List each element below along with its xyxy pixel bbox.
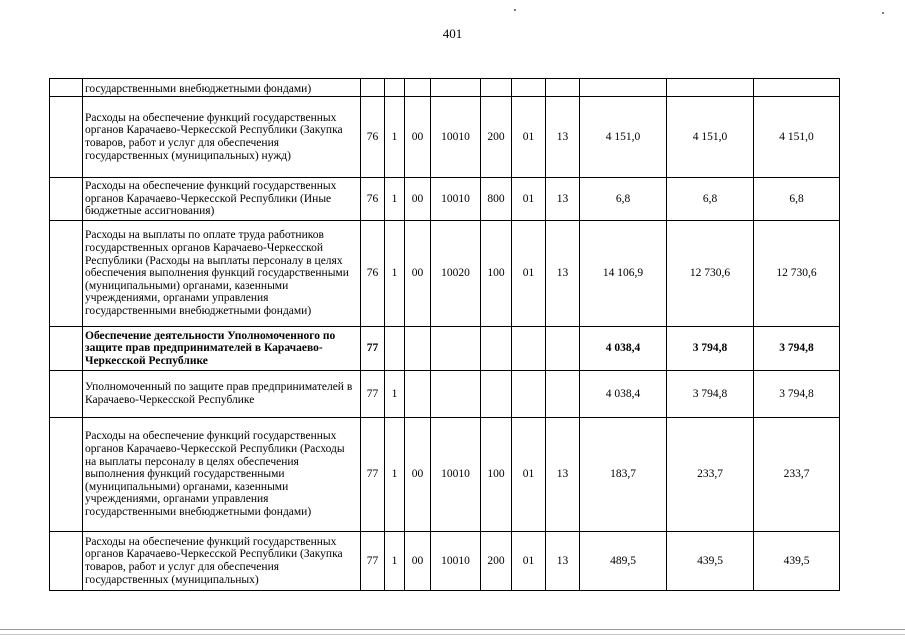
- amount-year2-cell: 3 794,8: [667, 327, 754, 371]
- podrazdel-cell: 00: [405, 532, 431, 591]
- podrazdel-code-cell: 13: [546, 97, 580, 178]
- table-row: [50, 178, 840, 221]
- podrazdel-cell: 00: [405, 418, 431, 532]
- amount-year3-cell: [754, 79, 840, 97]
- amount-year1-cell: 4 151,0: [580, 97, 667, 178]
- row-blank-cell: [50, 418, 83, 532]
- podrazdel-cell: 00: [405, 221, 431, 327]
- razdel-cell: 1: [385, 178, 405, 221]
- razdel-code-cell: [512, 371, 546, 418]
- glava-cell: 76: [361, 221, 385, 327]
- podrazdel-code-cell: 13: [546, 178, 580, 221]
- glava-cell: 77: [361, 371, 385, 418]
- glava-cell: [361, 79, 385, 97]
- statya-cell: [431, 371, 481, 418]
- vid-rashodov-cell: [481, 79, 512, 97]
- razdel-cell: 1: [385, 418, 405, 532]
- podrazdel-code-cell: [546, 371, 580, 418]
- razdel-cell: 1: [385, 532, 405, 591]
- podrazdel-cell: [405, 327, 431, 371]
- expense-name-cell: Расходы на обеспечение функций государственных органов Карачаево-Черкесской Республики (Иные бюджетные ассигнования): [83, 178, 361, 221]
- row-blank-cell: [50, 371, 83, 418]
- razdel-cell: 1: [385, 371, 405, 418]
- vid-rashodov-cell: 100: [481, 221, 512, 327]
- expense-name-cell: Расходы на обеспечение функций государственных органов Карачаево-Черкесской Республики (Закупка товаров, работ и услуг для обеспечения государственных (муниципальных) нужд): [83, 97, 361, 178]
- scan-edge-line: [0, 629, 905, 630]
- podrazdel-code-cell: 13: [546, 418, 580, 532]
- glava-cell: 77: [361, 418, 385, 532]
- vid-rashodov-cell: 200: [481, 97, 512, 178]
- statya-cell: 10010: [431, 418, 481, 532]
- amount-year3-cell: 233,7: [754, 418, 840, 532]
- statya-cell: 10010: [431, 178, 481, 221]
- row-blank-cell: [50, 97, 83, 178]
- razdel-code-cell: 01: [512, 418, 546, 532]
- table-row: [50, 79, 840, 97]
- amount-year3-cell: 4 151,0: [754, 97, 840, 178]
- statya-cell: [431, 327, 481, 371]
- amount-year2-cell: 12 730,6: [667, 221, 754, 327]
- razdel-cell: 1: [385, 97, 405, 178]
- row-blank-cell: [50, 327, 83, 371]
- podrazdel-cell: [405, 79, 431, 97]
- razdel-cell: [385, 79, 405, 97]
- table-row: [50, 532, 840, 591]
- scan-edge-line: [0, 634, 905, 635]
- razdel-code-cell: 01: [512, 97, 546, 178]
- razdel-cell: 1: [385, 221, 405, 327]
- razdel-code-cell: 01: [512, 532, 546, 591]
- table-row: [50, 221, 840, 327]
- amount-year2-cell: 6,8: [667, 178, 754, 221]
- statya-cell: 10010: [431, 532, 481, 591]
- amount-year3-cell: 3 794,8: [754, 327, 840, 371]
- row-blank-cell: [50, 532, 83, 591]
- podrazdel-cell: 00: [405, 97, 431, 178]
- razdel-code-cell: 01: [512, 178, 546, 221]
- glava-cell: 77: [361, 532, 385, 591]
- table-row: [50, 327, 840, 371]
- page-number: 401: [442, 26, 463, 41]
- amount-year2-cell: 4 151,0: [667, 97, 754, 178]
- amount-year1-cell: 183,7: [580, 418, 667, 532]
- amount-year1-cell: 6,8: [580, 178, 667, 221]
- amount-year3-cell: 12 730,6: [754, 221, 840, 327]
- table-row: [50, 97, 840, 178]
- amount-year1-cell: 4 038,4: [580, 327, 667, 371]
- razdel-code-cell: [512, 327, 546, 371]
- podrazdel-code-cell: [546, 327, 580, 371]
- amount-year1-cell: 14 106,9: [580, 221, 667, 327]
- amount-year1-cell: 489,5: [580, 532, 667, 591]
- amount-year2-cell: 439,5: [667, 532, 754, 591]
- podrazdel-cell: 00: [405, 178, 431, 221]
- expense-name-cell: Уполномоченный по защите прав предпринимателей в Карачаево-Черкесской Республике: [83, 371, 361, 418]
- razdel-code-cell: [512, 79, 546, 97]
- expense-name-cell: Расходы на выплаты по оплате труда работников государственных органов Карачаево-Черкесской Республики (Расходы на выплаты персоналу в целях обеспечения выполнения функций государственными (муниципальными) органами, казенными учреждениями, органами управления государственными внебюджетными фондами): [83, 221, 361, 327]
- expense-name-cell: Расходы на обеспечение функций государственных органов Карачаево-Черкесской Республики (Закупка товаров, работ и услуг для обеспечения государственных (муниципальных): [83, 532, 361, 591]
- vid-rashodov-cell: [481, 371, 512, 418]
- statya-cell: 10020: [431, 221, 481, 327]
- amount-year2-cell: [667, 79, 754, 97]
- razdel-cell: [385, 327, 405, 371]
- razdel-code-cell: 01: [512, 221, 546, 327]
- row-blank-cell: [50, 178, 83, 221]
- row-blank-cell: [50, 221, 83, 327]
- podrazdel-code-cell: 13: [546, 532, 580, 591]
- table-row: [50, 418, 840, 532]
- statya-cell: 10010: [431, 97, 481, 178]
- podrazdel-code-cell: [546, 79, 580, 97]
- row-blank-cell: [50, 79, 83, 97]
- amount-year1-cell: [580, 79, 667, 97]
- amount-year2-cell: 233,7: [667, 418, 754, 532]
- vid-rashodov-cell: 200: [481, 532, 512, 591]
- amount-year3-cell: 3 794,8: [754, 371, 840, 418]
- amount-year3-cell: 439,5: [754, 532, 840, 591]
- podrazdel-cell: [405, 371, 431, 418]
- podrazdel-code-cell: 13: [546, 221, 580, 327]
- scan-speck: [882, 12, 884, 14]
- vid-rashodov-cell: [481, 327, 512, 371]
- amount-year1-cell: 4 038,4: [580, 371, 667, 418]
- budget-table: [49, 78, 840, 591]
- amount-year3-cell: 6,8: [754, 178, 840, 221]
- glava-cell: 76: [361, 97, 385, 178]
- statya-cell: [431, 79, 481, 97]
- expense-name-cell: Обеспечение деятельности Уполномоченного по защите прав предпринимателей в Карачаево-Черкесской Республике: [83, 327, 361, 371]
- scan-speck: [514, 9, 516, 11]
- expense-name-cell: государственными внебюджетными фондами): [83, 79, 361, 97]
- glava-cell: 76: [361, 178, 385, 221]
- vid-rashodov-cell: 800: [481, 178, 512, 221]
- glava-cell: 77: [361, 327, 385, 371]
- table-row: [50, 371, 840, 418]
- vid-rashodov-cell: 100: [481, 418, 512, 532]
- amount-year2-cell: 3 794,8: [667, 371, 754, 418]
- expense-name-cell: Расходы на обеспечение функций государственных органов Карачаево-Черкесской Республики (Расходы на выплаты персоналу в целях обеспечения выполнения функций государственными (муниципальными) органами, казенными учреждениями, органами управления государственными внебюджетными фондами): [83, 418, 361, 532]
